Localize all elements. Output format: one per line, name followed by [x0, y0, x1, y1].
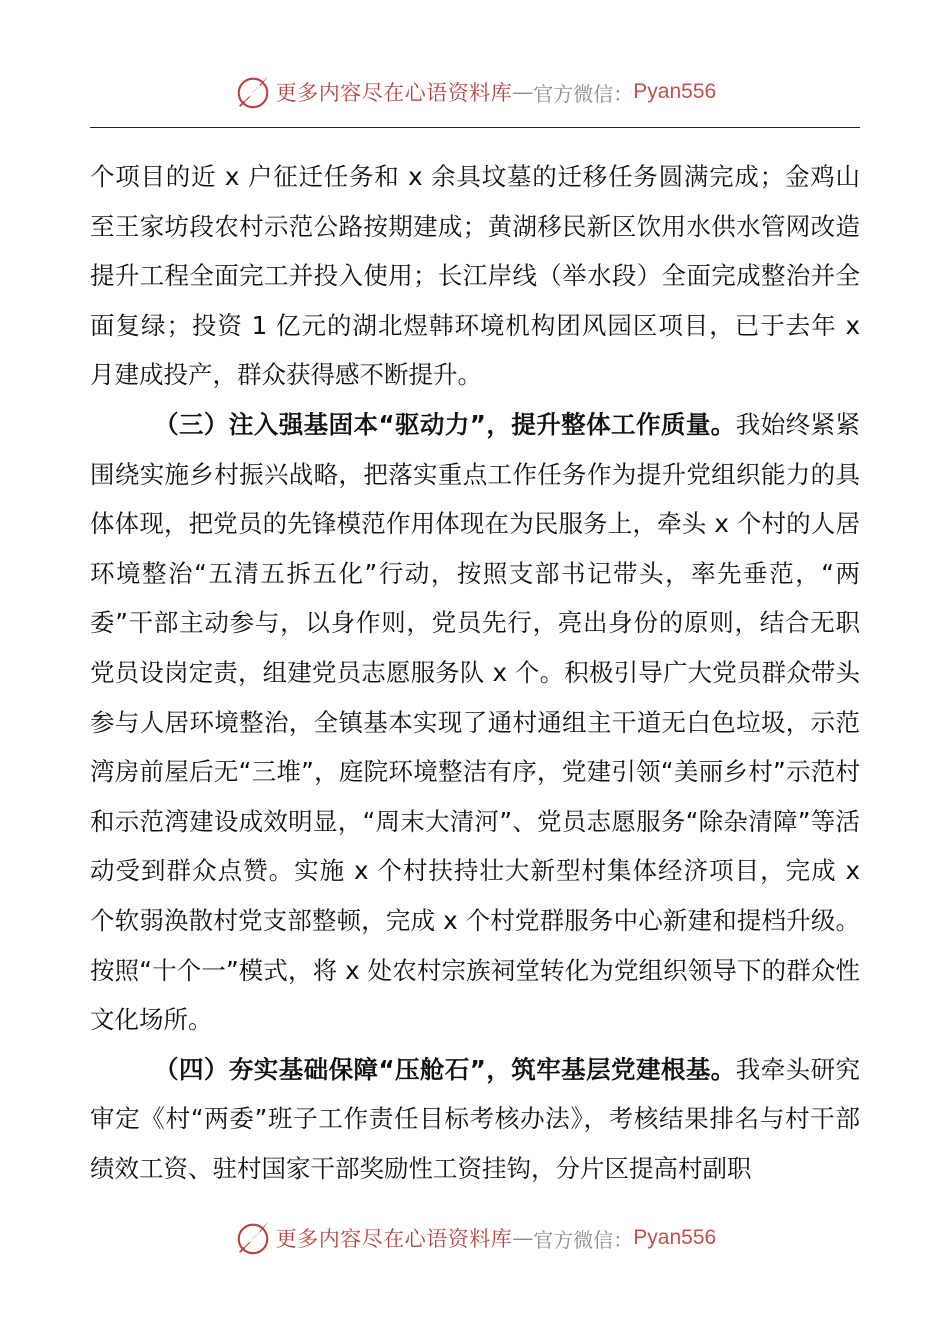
watermark-wechat-id: Pyan556 [633, 1226, 717, 1249]
section-heading: （四）夯实基础保障“压舱石”，筑牢基层党建根基。 [154, 1054, 736, 1084]
paragraph-text: 我始终紧紧围绕实施乡村振兴战略，把落实重点工作任务作为提升党组织能力的具体体现，把党员的先锋模范作用体现在为民服务上，牵头 x 个村的人居环境整治“五清五拆五化”行动，按照支部书记带头，率先垂范，“两委”干部主动参与，以身作则，党员先行，亮出身份的原则，结合无职党员设岗定责，组建党员志愿服务队 x 个。积极引导广大党员群众带头参与人居环境整治，全镇基本实现了通村通组主干道无白色垃圾，示范湾房前屋后无“三堆”，庭院环境整洁有序，党建引领“美丽乡村”示范村和示范湾建设成效明显，“周末大清河”、党员志愿服务“除杂清障”等活动受到群众点赞。实施 x 个村扶持壮大新型村集体经济项目，完成 x 个软弱涣散村党支部整顿，完成 x 个村党群服务中心新建和提档升级。按照“十个一”模式，将 x 处农村宗族祠堂转化为党组织领导下的群众性文化场所。 [90, 409, 861, 1035]
paragraph-continuation [90, 152, 860, 400]
quill-logo-icon [234, 73, 272, 111]
section-heading: （三）注入强基固本“驱动力”，提升整体工作质量。 [154, 409, 736, 439]
paragraph-section-four [90, 1045, 860, 1194]
header-rule [90, 127, 860, 128]
watermark-wechat-id: Pyan556 [633, 80, 717, 103]
paragraph-text: 我牵头研究审定《村“两委”班子工作责任目标考核办法》，考核结果排名与村干部绩效工资、驻村国家干部奖励性工资挂钩，分片区提高村副职 [90, 1054, 861, 1183]
watermark-wechat-label: 官方微信： [533, 81, 634, 106]
watermark-dash: — [512, 80, 534, 104]
paragraph-text: 个项目的近 x 户征迁任务和 x 余具坟墓的迁移任务圆满完成；金鸡山至王家坊段农村示范公路按期建成；黄湖移民新区饮用水供水管网改造提升工程全面完工并投入使用；长江岸线（举水段）全面完成整治并全面复绿；投资 1 亿元的湖北煜韩环境机构团风园区项目，已于去年 x 月建成投产，群众获得感不断提升。 [90, 162, 860, 390]
watermark-wechat-label: 官方微信： [533, 1227, 634, 1252]
quill-logo-icon [234, 1219, 272, 1257]
watermark-main-text: 更多内容尽在心语资料库 [275, 81, 513, 105]
watermark-dash: — [512, 1226, 534, 1250]
footer-watermark [0, 1216, 950, 1260]
watermark-main-text: 更多内容尽在心语资料库 [275, 1227, 513, 1251]
paragraph-section-three [90, 400, 860, 1045]
document-body [90, 152, 860, 1193]
header-watermark [0, 70, 950, 114]
